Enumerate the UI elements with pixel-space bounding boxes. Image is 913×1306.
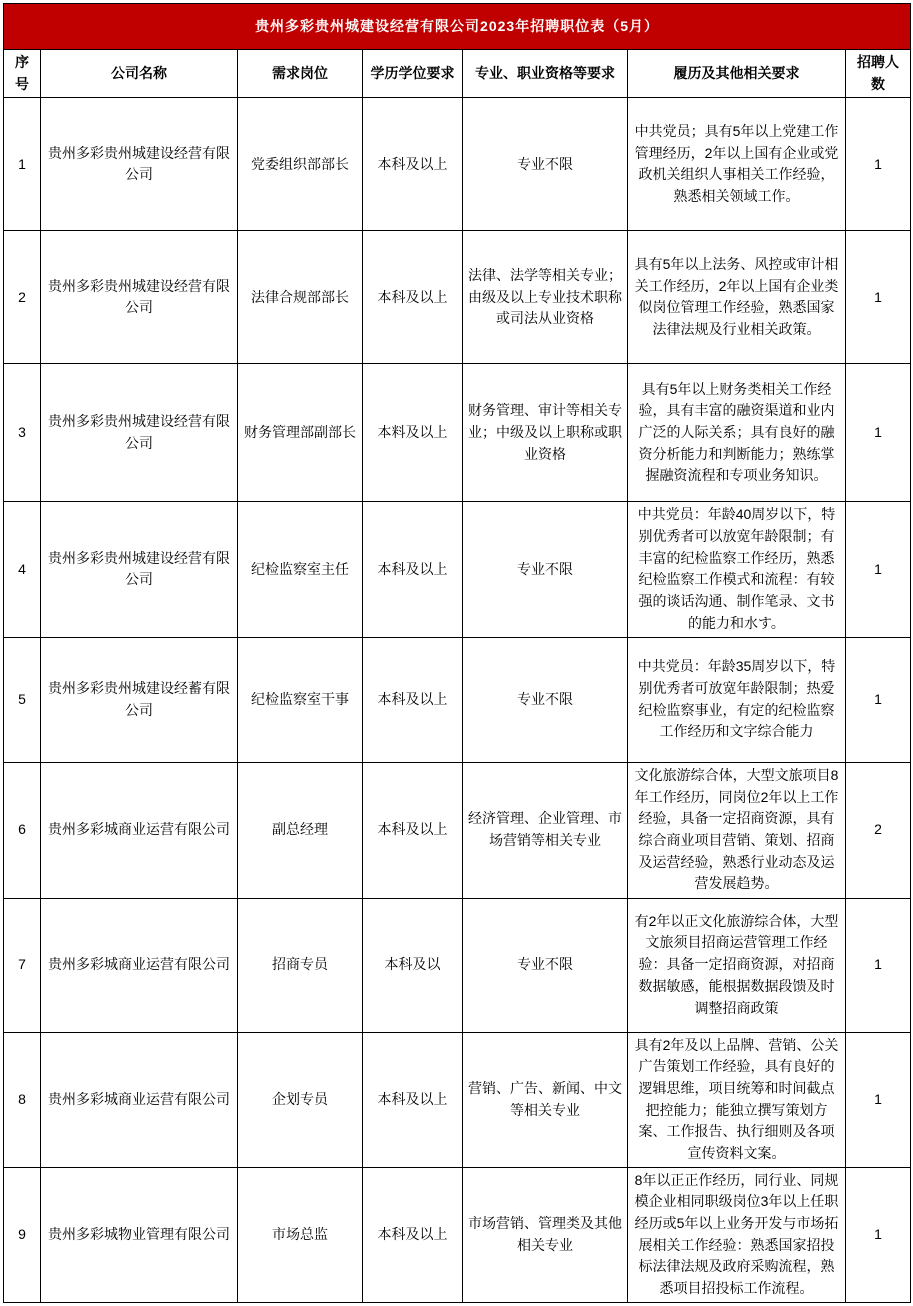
position-cell: 法律合规部部长: [238, 231, 363, 364]
position-cell: 市场总监: [238, 1167, 363, 1302]
education-cell: 本科及以: [363, 898, 463, 1032]
position-cell: 招商专员: [238, 898, 363, 1032]
table-row: [4, 231, 911, 364]
headcount-cell: 1: [846, 898, 911, 1032]
position-cell: 纪检监察室主任: [238, 502, 363, 637]
col-header-major: 专业、职业资格等要求: [463, 50, 628, 98]
recruitment-table: [3, 3, 911, 1303]
education-cell: 本科及以上: [363, 502, 463, 637]
major-cell: 法律、法学等相关专业；由级及以上专业技术职称或司法从业资格: [463, 231, 628, 364]
col-header-education: 学历学位要求: [363, 50, 463, 98]
company-cell: 贵州多彩城物业管理有限公司: [41, 1167, 238, 1302]
major-cell: 专业不限: [463, 637, 628, 762]
education-cell: 本科及以上: [363, 762, 463, 898]
education-cell: 本科及以上: [363, 1032, 463, 1167]
col-header-position: 需求岗位: [238, 50, 363, 98]
headcount-cell: 1: [846, 502, 911, 637]
page-title: 贵州多彩贵州城建设经营有限公司2023年招聘职位表（5月）: [4, 4, 911, 50]
company-cell: 贵州多彩贵州城建设经营有限公司: [41, 231, 238, 364]
major-cell: 财务管理、审计等相关专业；中级及以上职称或职业资格: [463, 364, 628, 502]
major-cell: 专业不限: [463, 502, 628, 637]
col-header-count: 招聘人数: [846, 50, 911, 98]
headcount-cell: 1: [846, 1167, 911, 1302]
table-row: [4, 898, 911, 1032]
row-index-cell: 4: [4, 502, 41, 637]
row-index-cell: 6: [4, 762, 41, 898]
requirements-cell: 具有5年以上法务、风控或审计相关工作经历，2年以上国有企业类似岗位管理工作经验，熟悉国家法律法规及行业相关政策。: [628, 231, 846, 364]
education-cell: 本科及以上: [363, 98, 463, 231]
headcount-cell: 1: [846, 364, 911, 502]
requirements-cell: 中共党员：年龄35周岁以下，特别优秀者可放宽年龄限制；热爱纪检监察事业，有定的纪检监察工作经历和文字综合能力: [628, 637, 846, 762]
row-index-cell: 9: [4, 1167, 41, 1302]
position-cell: 党委组织部部长: [238, 98, 363, 231]
row-index-cell: 5: [4, 637, 41, 762]
table-row: [4, 1032, 911, 1167]
education-cell: 本科及以上: [363, 637, 463, 762]
row-index-cell: 1: [4, 98, 41, 231]
row-index-cell: 2: [4, 231, 41, 364]
headcount-cell: 1: [846, 1032, 911, 1167]
company-cell: 贵州多彩城商业运营有限公司: [41, 898, 238, 1032]
headcount-cell: 1: [846, 231, 911, 364]
requirements-cell: 有2年以正文化旅游综合体，大型文旅须目招商运营管理工作经验：具备一定招商资源，对招商数据敏感，能根据数据段馈及时调整招商政策: [628, 898, 846, 1032]
table-row: [4, 637, 911, 762]
position-cell: 财务管理部副部长: [238, 364, 363, 502]
position-cell: 副总经理: [238, 762, 363, 898]
major-cell: 经济管理、企业管理、市场营销等相关专业: [463, 762, 628, 898]
col-header-requirements: 履历及其他相关要求: [628, 50, 846, 98]
major-cell: 专业不限: [463, 98, 628, 231]
major-cell: 专业不限: [463, 898, 628, 1032]
education-cell: 本科及以上: [363, 1167, 463, 1302]
position-cell: 企划专员: [238, 1032, 363, 1167]
table-row: [4, 98, 911, 231]
major-cell: 营销、广告、新闻、中文等相关专业: [463, 1032, 628, 1167]
company-cell: 贵州多彩贵州城建设经营有限公司: [41, 364, 238, 502]
requirements-cell: 文化旅游综合体，大型文旅项目8年工作经历，同岗位2年以上工作经验，具备一定招商资源，具有综合商业项目营销、策划、招商及运营经验，熟悉行业动态及运营发展趋势。: [628, 762, 846, 898]
education-cell: 本科及以上: [363, 231, 463, 364]
major-cell: 市场营销、管理类及其他相关专业: [463, 1167, 628, 1302]
requirements-cell: 中共党员：年龄40周岁以下，特别优秀者可以放宽年龄限制；有丰富的纪检监察工作经历，熟悉纪检监察工作模式和流程：有较强的谈话沟通、制作笔录、文书的能力和水す。: [628, 502, 846, 637]
row-index-cell: 8: [4, 1032, 41, 1167]
headcount-cell: 1: [846, 637, 911, 762]
headcount-cell: 1: [846, 98, 911, 231]
requirements-cell: 具有2年及以上品牌、营销、公关广告策划工作经验，具有良好的逻辑思维，项目统筹和时间截点把控能力；能独立撰写策划方案、工作报告、执行细则及各项宣传资料文案。: [628, 1032, 846, 1167]
requirements-cell: 具有5年以上财务类相关工作经验，具有丰富的融资渠道和业内广泛的人际关系；具有良好的融资分析能力和判断能力；熟练掌握融资流程和专项业务知识。: [628, 364, 846, 502]
row-index-cell: 3: [4, 364, 41, 502]
table-row: [4, 1167, 911, 1302]
company-cell: 贵州多彩贵州城建设经营有限公司: [41, 98, 238, 231]
header-row: [4, 50, 911, 98]
company-cell: 贵州多彩城商业运营有限公司: [41, 762, 238, 898]
table-row: [4, 502, 911, 637]
table-row: [4, 364, 911, 502]
col-header-no: 序号: [4, 50, 41, 98]
row-index-cell: 7: [4, 898, 41, 1032]
requirements-cell: 中共党员；具有5年以上党建工作管理经历，2年以上国有企业或党政机关组织人事相关工作经验，熟悉相关领域工作。: [628, 98, 846, 231]
requirements-cell: 8年以正正作经历，同行业、同规模企业相同职级岗位3年以上任职经历或5年以上业务开发与市场拓展相关工作经验：熟悉国家招投标法律法规及政府采购流程，熟悉项目招投标工作流程。: [628, 1167, 846, 1302]
headcount-cell: 2: [846, 762, 911, 898]
company-cell: 贵州多彩贵州城建设经蓄有限公司: [41, 637, 238, 762]
col-header-company: 公司名称: [41, 50, 238, 98]
company-cell: 贵州多彩贵州城建设经营有限公司: [41, 502, 238, 637]
education-cell: 本料及以上: [363, 364, 463, 502]
position-cell: 纪检监察室干事: [238, 637, 363, 762]
title-row: [4, 4, 911, 50]
company-cell: 贵州多彩城商业运营有限公司: [41, 1032, 238, 1167]
table-row: [4, 762, 911, 898]
